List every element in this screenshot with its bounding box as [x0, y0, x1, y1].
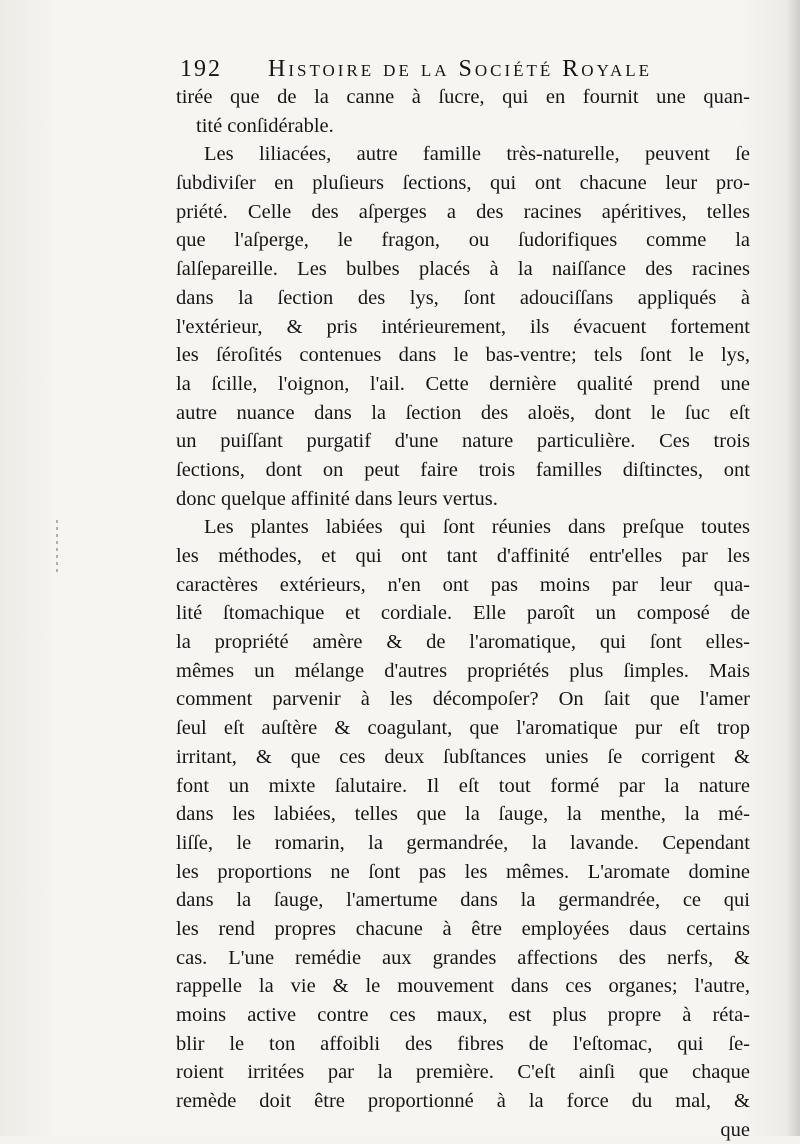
text-line: lité ſtomachique et cordiale. Elle paroît un composé de [176, 602, 750, 625]
running-title: Histoire de la Société Royale [268, 56, 653, 82]
text-line: irritant, & que ces deux ſubſtances unies ſe corrigent & [176, 745, 750, 768]
text-line: dans les labiées, telles que la ſauge, la menthe, la mé- [176, 803, 750, 826]
text-line: liſſe, le romarin, la germandrée, la lavande. Cependant [176, 831, 750, 854]
running-header [180, 52, 740, 86]
body-text [176, 83, 750, 1144]
text-line: rappelle la vie & le mouvement dans ces organes; l'autre, [176, 975, 750, 998]
text-line: la ſcille, l'oignon, l'ail. Cette dernière qualité prend une [176, 372, 750, 395]
text-line: ſalſepareille. Les bulbes placés à la naiſſance des racines [176, 258, 750, 281]
text-line: remède doit être proportionné à la force du mal, & [176, 1090, 750, 1113]
text-line: mêmes un mélange d'autres propriétés plus ſimples. Mais [176, 659, 750, 682]
text-line: les rend propres chacune à être employées daus certains [176, 917, 750, 940]
text-line: tité conſidérable. [196, 114, 334, 137]
text-line: ſubdiviſer en pluſieurs ſections, qui ont chacune leur pro- [176, 172, 750, 195]
text-line: caractères extérieurs, n'en ont pas moins par leur qua- [176, 573, 750, 596]
margin-mark [56, 520, 58, 576]
text-line: dans la ſection des lys, ſont adouciſſans appliqués à [176, 286, 750, 309]
catchword: que [720, 1118, 750, 1141]
text-line: blir le ton affoibli des fibres de l'eſtomac, qui ſe- [176, 1032, 750, 1055]
text-line: dans la ſauge, l'amertume dans la germandrée, ce qui [176, 889, 750, 912]
page-number: 192 [180, 56, 222, 82]
text-line: que l'aſperge, le fragon, ou ſudorifiques comme la [176, 229, 750, 252]
text-line: tirée que de la canne à ſucre, qui en fournit une quan- [176, 86, 750, 108]
text-line: comment parvenir à les décompoſer? On ſait que l'amer [176, 688, 750, 711]
text-line: font un mixte ſalutaire. Il eſt tout formé par la nature [176, 774, 750, 797]
text-line: Les liliacées, autre famille très-naturelle, peuvent ſe [204, 143, 750, 166]
text-line: autre nuance dans la ſection des aloës, dont le ſuc eſt [176, 401, 750, 424]
text-line: donc quelque affinité dans leurs vertus. [176, 487, 498, 510]
text-line: cas. L'une remédie aux grandes affections des nerfs, & [176, 946, 750, 969]
page-edge-shadow [786, 0, 800, 1136]
text-line: ſeul eſt auſtère & coagulant, que l'aromatique pur eſt trop [176, 717, 750, 740]
text-line: un puiſſant purgatif d'une nature particulière. Ces trois [176, 430, 750, 453]
text-line: la propriété amère & de l'aromatique, qui ſont elles- [176, 631, 750, 654]
text-line: les méthodes, et qui ont tant d'affinité entr'elles par les [176, 545, 750, 567]
text-line: priété. Celle des aſperges a des racines apéritives, telles [176, 200, 750, 223]
text-line: les ſéroſités contenues dans le bas-ventre; tels ſont le lys, [176, 344, 750, 367]
text-line: moins active contre ces maux, est plus propre à réta- [176, 1004, 750, 1026]
text-line: l'extérieur, & pris intérieurement, ils évacuent fortement [176, 315, 750, 338]
text-line: Les plantes labiées qui ſont réunies dans preſque toutes [204, 516, 750, 539]
text-line: roient irritées par la première. C'eſt ainſi que chaque [176, 1061, 750, 1084]
text-line: les proportions ne ſont pas les mêmes. L'aromate domine [176, 860, 750, 883]
text-line: ſections, dont on peut faire trois familles diſtinctes, ont [176, 458, 750, 481]
